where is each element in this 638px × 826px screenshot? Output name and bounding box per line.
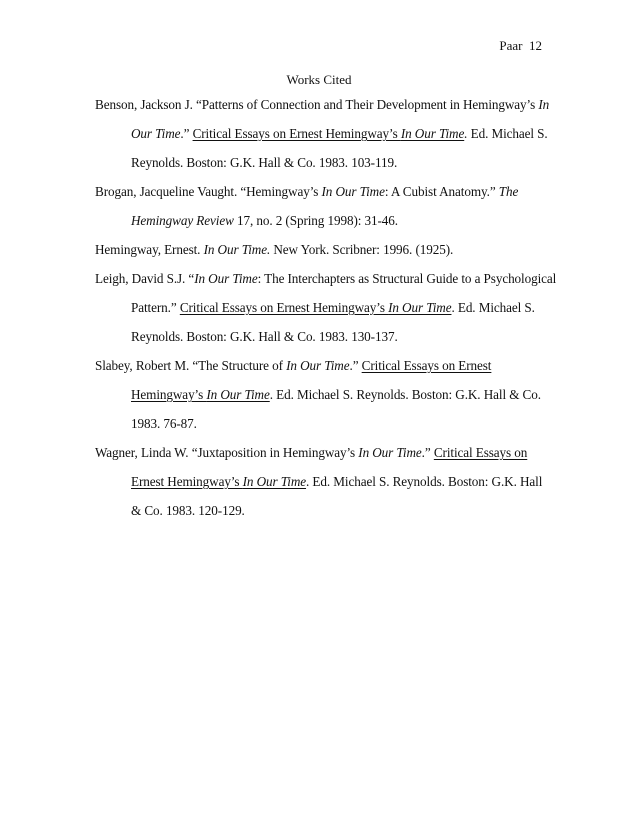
citation-line	[95, 90, 550, 119]
citation-entry	[95, 351, 547, 438]
citation-text: .”	[349, 358, 362, 373]
citation-text: In Our Time	[194, 271, 258, 286]
citation-line	[131, 496, 547, 525]
citation-line	[95, 264, 557, 293]
running-header	[499, 38, 542, 54]
citation-line	[95, 235, 547, 264]
header-page-number: 12	[529, 38, 542, 53]
citation-text: Brogan, Jacqueline Vaught. “Hemingway’s	[95, 184, 322, 199]
citation-text: Reynolds. Boston: G.K. Hall & Co. 1983. 130-137.	[131, 329, 398, 344]
citation-text: Ernest Hemingway’s	[131, 474, 243, 489]
citation-text: Ed. Michael S.	[467, 126, 548, 141]
citation-entry	[95, 438, 547, 525]
citation-text: Leigh, David S.J. “	[95, 271, 195, 286]
citation-line	[131, 206, 547, 235]
citation-text: .”	[180, 126, 193, 141]
citation-text: .	[464, 126, 468, 141]
citation-line	[131, 148, 547, 177]
works-cited-list	[95, 90, 557, 525]
citation-text: In Our Time	[358, 445, 422, 460]
citation-text: . Ed. Michael S. Reynolds. Boston: G.K. Hall	[306, 474, 543, 489]
citation-entry	[95, 177, 547, 235]
citation-text: Reynolds. Boston: G.K. Hall & Co. 1983. 103-119.	[131, 155, 398, 170]
citation-text: In Our Time	[400, 126, 465, 141]
citation-text: In Our Time	[286, 358, 350, 373]
citation-line	[131, 380, 547, 409]
citation-text: Hemingway, Ernest.	[95, 242, 204, 257]
citation-entry	[95, 264, 557, 351]
citation-line	[131, 409, 547, 438]
citation-line	[131, 467, 547, 496]
citation-line	[131, 293, 547, 322]
citation-text: Critical Essays on Ernest Hemingway’s	[192, 126, 401, 141]
citation-text: : The Interchapters as Structural Guide to a Psychological	[257, 271, 557, 286]
citation-text: Slabey, Robert M. “The Structure of	[95, 358, 287, 373]
citation-text: 1983. 76-87.	[131, 416, 197, 431]
citation-text: Our Time	[131, 126, 181, 141]
citation-text: Hemingway’s	[131, 387, 207, 402]
citation-line	[131, 322, 547, 351]
citation-text: In Our Time	[206, 387, 270, 402]
citation-text: . Ed. Michael S.	[451, 300, 535, 315]
citation-entry	[95, 90, 550, 177]
citation-text: In Our Time.	[203, 242, 271, 257]
citation-text: Critical Essays on Ernest Hemingway’s	[179, 300, 389, 315]
citation-line	[95, 177, 547, 206]
citation-text: In	[538, 97, 550, 112]
citation-text: . Ed. Michael S. Reynolds. Boston: G.K. Hall & Co.	[269, 387, 541, 402]
citation-text: 17, no. 2 (Spring 1998): 31-46.	[233, 213, 398, 228]
citation-line	[131, 119, 547, 148]
citation-text: .”	[421, 445, 434, 460]
citation-text: : A Cubist Anatomy.”	[384, 184, 499, 199]
citation-text: In Our Time	[388, 300, 452, 315]
citation-text: The	[498, 184, 519, 199]
citation-text: In Our Time	[321, 184, 385, 199]
citation-line	[95, 351, 547, 380]
citation-text: Pattern.”	[131, 300, 180, 315]
header-author: Paar	[499, 38, 523, 53]
citation-text: Critical Essays on	[433, 445, 528, 460]
citation-text: In Our Time	[242, 474, 307, 489]
citation-entry	[95, 235, 547, 264]
page-title: Works Cited	[286, 72, 352, 87]
citation-text: Wagner, Linda W. “Juxtaposition in Hemingway’s	[95, 445, 359, 460]
citation-text: New York. Scribner: 1996. (1925).	[270, 242, 454, 257]
citation-line	[95, 438, 547, 467]
citation-text: & Co. 1983. 120-129.	[131, 503, 245, 518]
citation-text: Hemingway Review	[131, 213, 234, 228]
citation-text: Critical Essays on Ernest	[361, 358, 492, 373]
citation-text: Benson, Jackson J. “Patterns of Connection and Their Development in Hemingway’s	[95, 97, 539, 112]
